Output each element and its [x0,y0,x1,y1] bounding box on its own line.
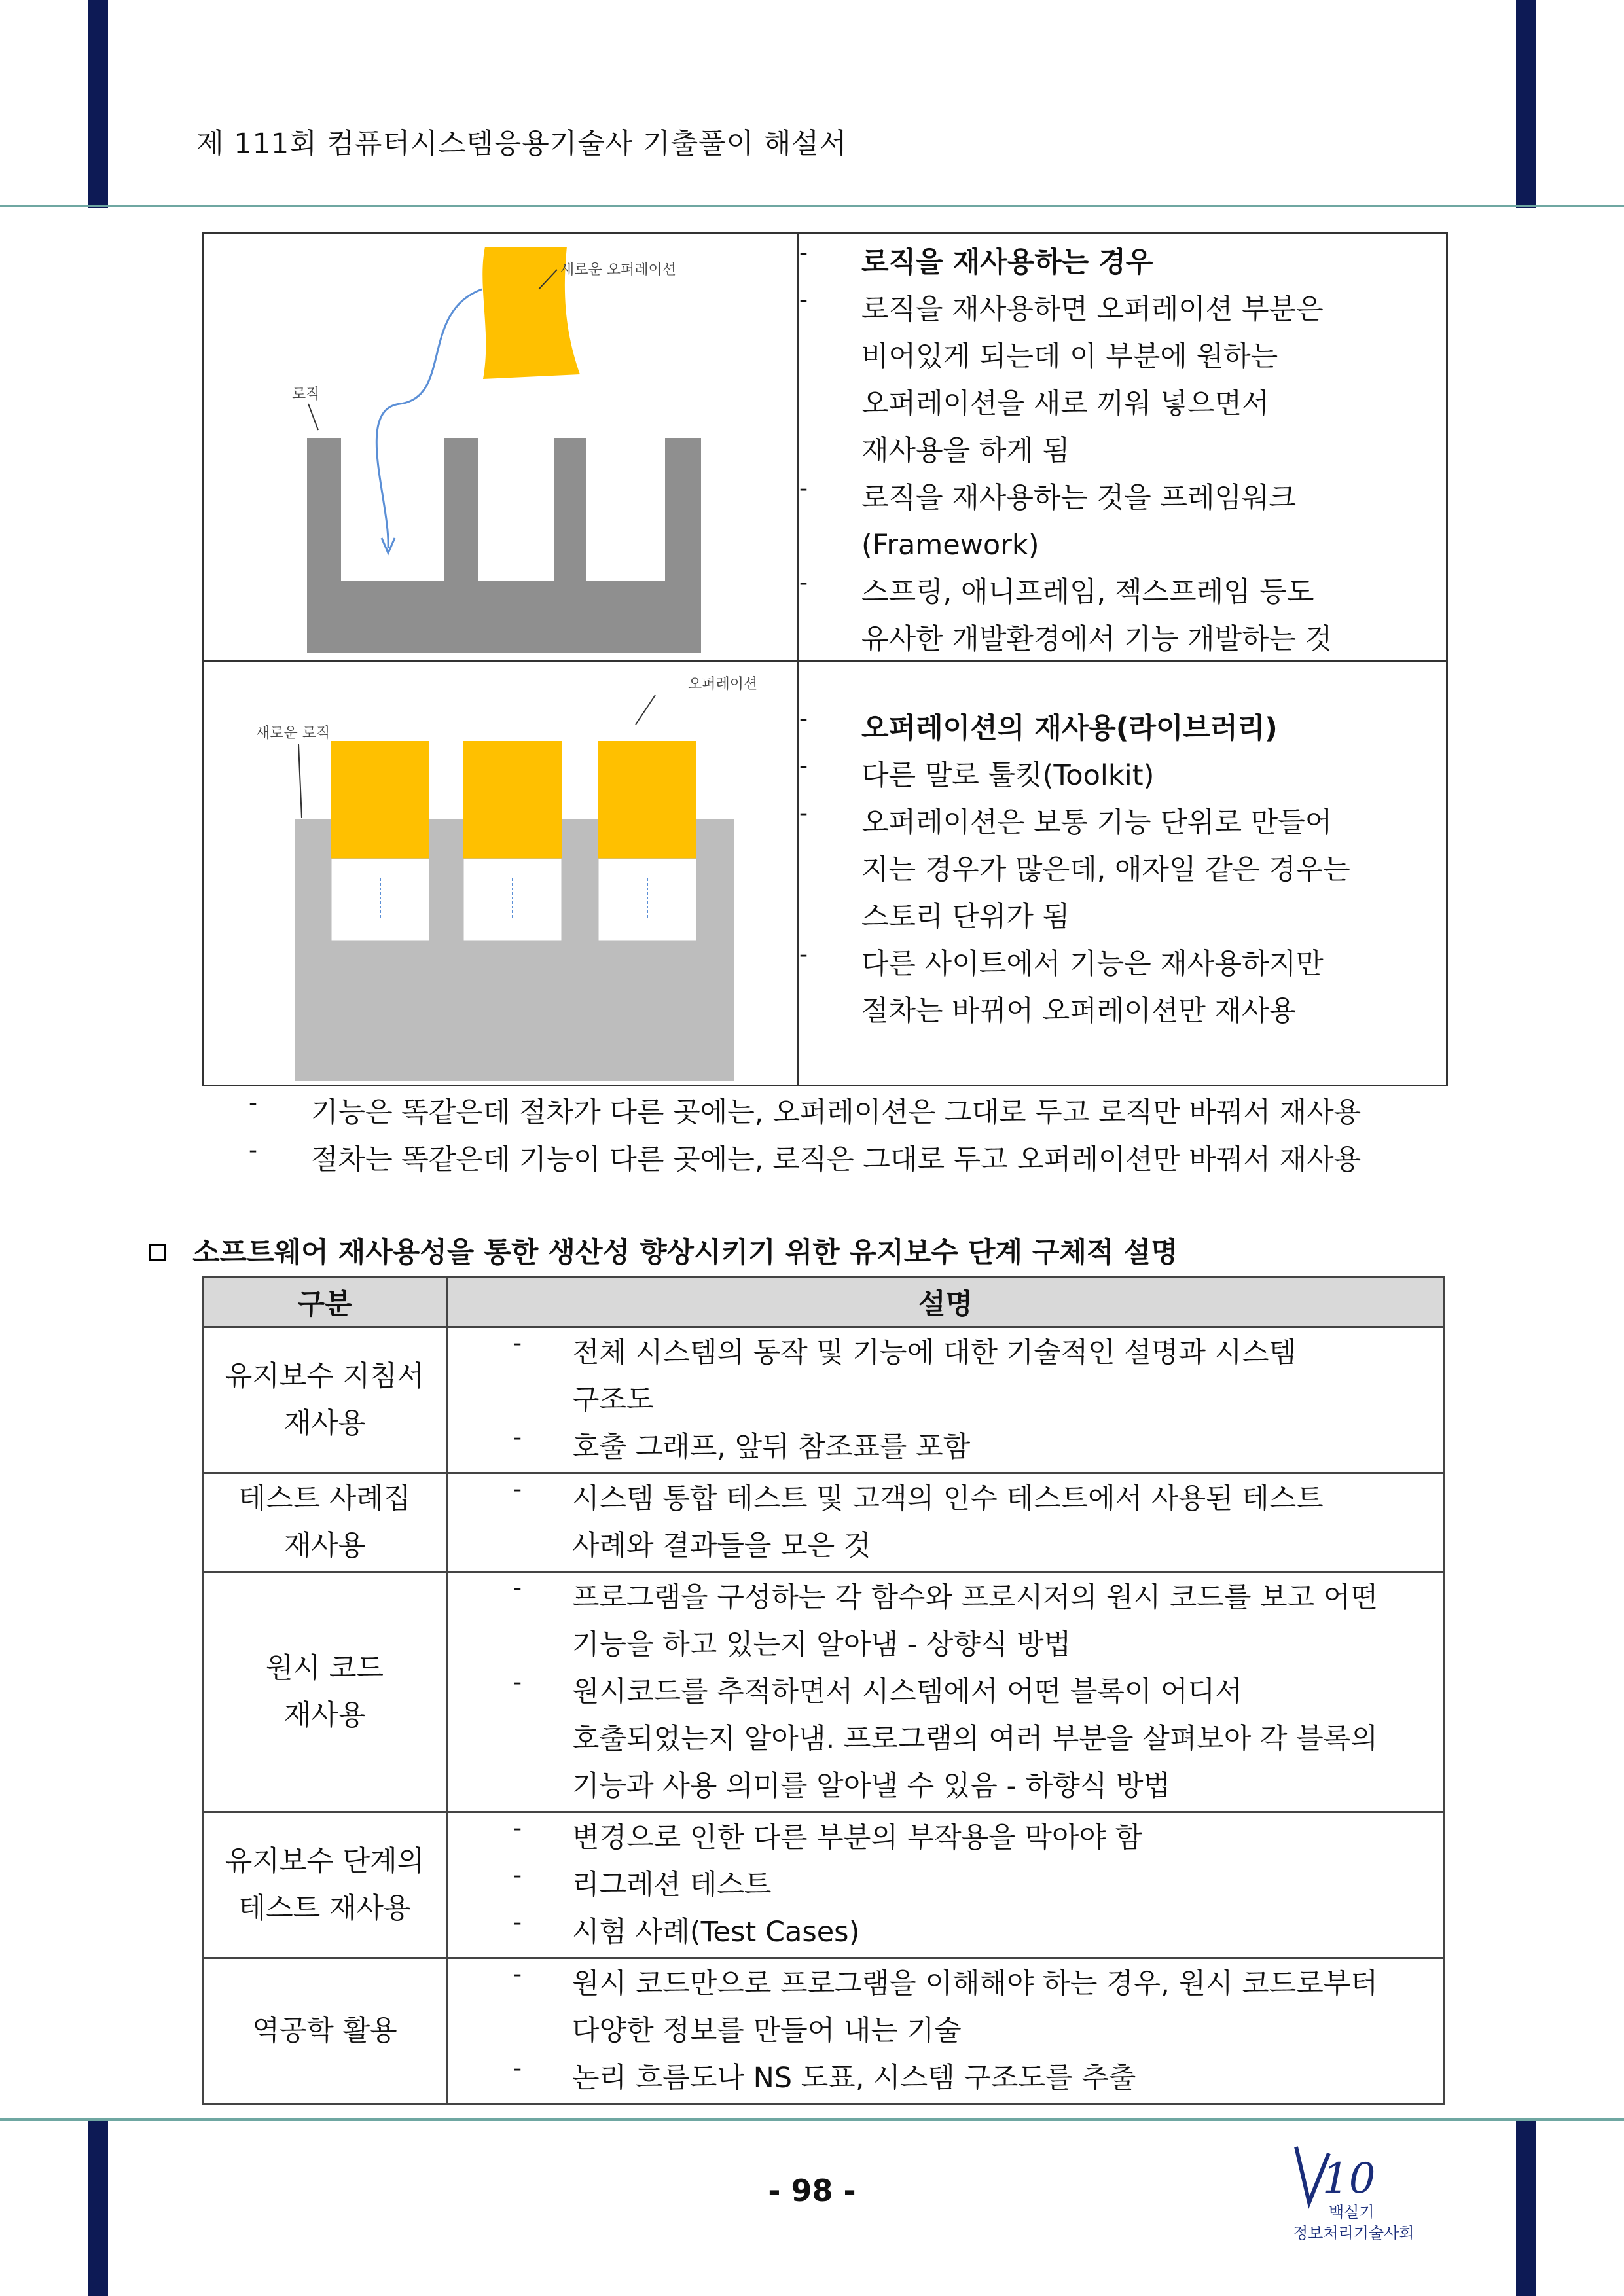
list-item: 사례와 결과들을 모은 것 [572,1530,871,1562]
category-cell: 원시 코드 재사용 [203,1572,447,1812]
fig1-label-logic: 로직 [292,386,320,403]
right-top-bar [1516,0,1536,208]
list-item: 비어있게 되는데 이 부분에 원하는 [861,340,1278,373]
list-item: (Framework) [861,529,1039,562]
list-item: - 프로그램을 구성하는 각 함수와 프로시저의 원시 코드를 보고 어떤 [513,1574,1443,1621]
list-item: 오퍼레이션을 새로 끼워 넣으면서 [861,387,1269,420]
fig1-label-new-operation: 새로운 오퍼레이션 [560,262,677,278]
publisher-logo [1283,2140,1414,2251]
category-cell: 유지보수 지침서 재사용 [203,1327,447,1473]
list-item: - 로직을 재사용하는 것을 프레임워크 [799,475,1447,522]
list-item: - 리그레션 테스트 [513,1861,1443,1909]
table-header-row [203,1278,1445,1327]
list-item: - 원시코드를 추적하면서 시스템에서 어떤 블록이 어디서 [513,1668,1443,1715]
logic-reuse-diagram [204,234,797,660]
list-item: - 변경으로 인한 다른 부분의 부작용을 막아야 함 [513,1814,1443,1861]
category-cell: 유지보수 단계의 테스트 재사용 [203,1812,447,1958]
list-item: 다양한 정보를 만들어 내는 기술 [572,2015,962,2047]
list-item: - 스프링, 애니프레임, 젝스프레임 등도 [799,569,1447,616]
operation-slot [331,859,429,941]
list-item: - 시스템 통합 테스트 및 고객의 인수 테스트에서 사용된 테스트 [513,1475,1443,1522]
category-cell: 역공학 활용 [203,1958,447,2104]
checkbox-bullet-icon [149,1244,166,1261]
logic-reuse-text-cell [799,239,1447,663]
list-item: 기능과 사용 의미를 알아낼 수 있음 - 하향식 방법 [572,1770,1171,1803]
operation-block [463,741,562,859]
category-cell: 테스트 사례집 재사용 [203,1473,447,1572]
maintenance-reuse-table [202,1276,1445,2105]
list-item: 절차는 바뀌어 오퍼레이션만 재사용 [861,995,1297,1028]
document-header-title: 제 111회 컴퓨터시스템응용기술사 기출풀이 해설서 [196,128,848,160]
list-item: - 로직을 재사용하는 경우 [799,239,1447,286]
list-item: 구조도 [572,1384,654,1416]
list-item: 기능을 하고 있는지 알아냄 - 상향식 방법 [572,1628,1072,1661]
list-item: 스토리 단위가 됨 [861,901,1070,933]
description-cell [447,1473,1445,1572]
footer-rule [0,2118,1624,2121]
list-item: - 절차는 똑같은데 기능이 다른 곳에는, 로직은 그대로 두고 오퍼레이션만 바꿔서 재사용 [249,1136,1492,1183]
list-item: - 논리 흐름도나 NS 도표, 시스템 구조도를 추출 [513,2054,1443,2102]
logo-text-2: 정보처리기술사회 [1293,2224,1414,2242]
operation-reuse-diagram [204,662,797,1088]
table-row [203,1473,1445,1572]
list-item: 유사한 개발환경에서 기능 개발하는 것 [861,623,1333,656]
list-item: - 시험 사례(Test Cases) [513,1909,1443,1956]
operation-slot [598,859,696,941]
fig2-label-operation: 오퍼레이션 [688,676,758,692]
operation-reuse-text-cell [799,705,1447,1035]
operation-reuse-figure-cell [204,662,797,1088]
table-row [203,1327,1445,1473]
logic-comb-shape [307,438,701,653]
reuse-summary-list [249,1089,1492,1183]
section-heading-text: 소프트웨어 재사용성을 통한 생산성 향상시키기 위한 유지보수 단계 구체적 설명 [192,1236,1178,1269]
table-row [203,1572,1445,1812]
list-item: - 로직을 재사용하면 오퍼레이션 부분은 [799,286,1447,333]
list-item: - 전체 시스템의 동작 및 기능에 대한 기술적인 설명과 시스템 [513,1329,1443,1376]
description-cell [447,1958,1445,2104]
logo-text-1: 백실기 [1329,2203,1375,2221]
list-item: 호출되었는지 알아냄. 프로그램의 여러 부분을 살펴보아 각 블록의 [572,1723,1378,1755]
logic-reuse-figure-cell [204,234,797,660]
table-row [203,1812,1445,1958]
description-cell [447,1327,1445,1473]
list-item: - 오퍼레이션의 재사용(라이브러리) [799,705,1447,752]
right-bottom-bar [1516,2121,1536,2296]
logo-numeral: 10 [1322,2155,1376,2203]
list-item: - 다른 사이트에서 기능은 재사용하지만 [799,941,1447,988]
list-item: - 오퍼레이션은 보통 기능 단위로 만들어 [799,799,1447,846]
description-cell [447,1572,1445,1812]
list-item: - 다른 말로 툴킷(Toolkit) [799,752,1447,799]
left-top-bar [88,0,108,208]
left-bottom-bar [88,2121,108,2296]
reuse-figure-table [202,232,1448,1086]
table-row [203,1958,1445,2104]
list-item: - 원시 코드만으로 프로그램을 이해해야 하는 경우, 원시 코드로부터 [513,1960,1443,2007]
list-item: 재사용을 하게 됨 [861,435,1070,467]
operation-block [331,741,429,859]
operation-block [598,741,696,859]
fig2-label-new-logic: 새로운 로직 [256,725,331,742]
header-rule [0,205,1624,207]
column-header-category: 구분 [203,1278,447,1327]
page-number: - 98 - [768,2173,856,2208]
list-item: - 호출 그래프, 앞뒤 참조표를 포함 [513,1424,1443,1471]
column-header-description: 설명 [447,1278,1445,1327]
section-heading [149,1230,1178,1270]
description-cell [447,1812,1445,1958]
operation-slot [463,859,562,941]
list-item: 지는 경우가 많은데, 애자일 같은 경우는 [861,853,1350,886]
list-item: - 기능은 똑같은데 절차가 다른 곳에는, 오퍼레이션은 그대로 두고 로직만 바꿔서 재사용 [249,1089,1492,1136]
